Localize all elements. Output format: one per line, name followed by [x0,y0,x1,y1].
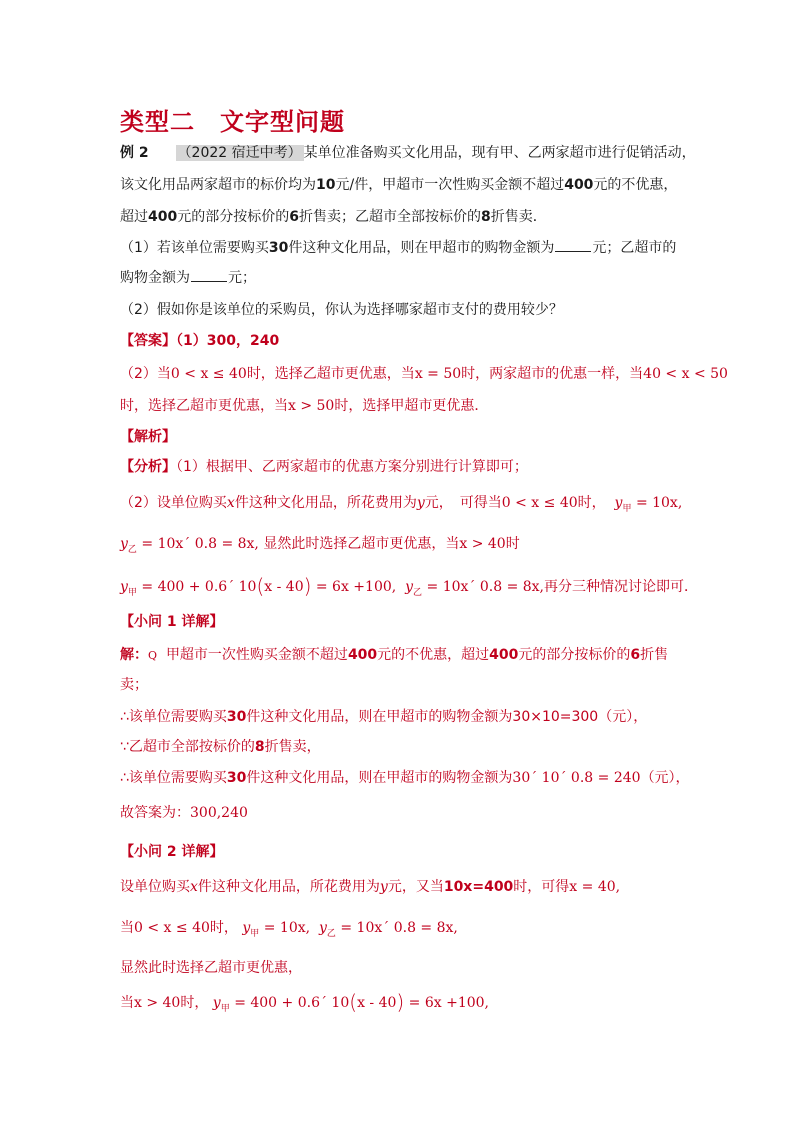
q2-detail-line-3: 显然此时选择乙超市更优惠， [120,960,302,976]
q1-detail-line-2: 卖； [120,677,148,693]
q2-detail-line-2: 当0 < x ≤ 40时， $y_甲 = 10x$, $y_乙$ = 10x´ 0.8 = 8x, [120,920,458,939]
analysis-line-3: $y_乙$ = 10x´ 0.8 = 8x, 显然此时选择乙超市更优惠，当x > 40时 [120,536,520,555]
example-line-3: 超过400元的部分按标价的6折售卖；乙超市全部按标价的8折售卖． [120,209,547,225]
answer-blank [191,268,227,282]
example-line-1: 例 2 （2022 宿迁中考） 某单位准备购买文化用品，现有甲、乙两家超市进行促销活动， [120,145,696,161]
answer-line-2: （2）当0 < x ≤ 40时，选择乙超市更优惠，当x = 50时，两家超市的优惠一样，当40 < x < 50 [120,366,728,382]
q1-detail-line-4: ∵乙超市全部按标价的8折售卖， [120,739,321,755]
example-label: 例 2 [120,145,149,161]
answer-blank [555,238,591,252]
section-title: 类型二 文字型问题 [120,108,345,136]
question-1-line-2: 购物金额为 元； [120,270,256,286]
analysis-line-4: $y_甲 = 400$ + 0.6´ 10(x - 40) = 6x +100, $y_乙$ = 10x´ 0.8 = 8x,再分三种情况讨论即可． [120,574,699,598]
q1-detail-line-6: 故答案为：300,240 [120,805,248,821]
example-source: （2022 宿迁中考） [177,145,302,161]
q2-detail-line-4: 当x > 40时， $y_甲 = 400$ + 0.6´ 10(x - 40) = 6x +100, [120,990,490,1014]
analysis-line-1: 【分析】（1）根据甲、乙两家超市的优惠方案分别进行计算即可； [120,459,528,475]
answer-label: 【答案】 [120,333,176,349]
analysis-label: 【解析】 [120,429,176,445]
q2-detail-label: 【小问 2 详解】 [120,844,224,860]
q2-detail-line-1: 设单位购买x件这种文化用品，所花费用为y元，又当10x=400时，可得x = 40, [120,879,621,895]
answer-line-3: 时，选择乙超市更优惠，当x > 50时，选择甲超市更优惠． [120,398,489,414]
q1-detail-line-1: 解：Q 甲超市一次性购买金额不超过400元的不优惠，超过400元的部分按标价的6折售 [120,647,669,663]
q1-detail-label: 【小问 1 详解】 [120,614,224,630]
question-1-line-1: （1）若该单位需要购买30件这种文化用品，则在甲超市的购物金额为 元；乙超市的 [120,240,677,256]
q1-detail-line-3: ∴该单位需要购买30件这种文化用品，则在甲超市的购物金额为30×10=300（元）， [120,709,648,725]
question-2: （2）假如你是该单位的采购员，你认为选择哪家超市支付的费用较少？ [120,302,563,318]
analysis-line-2: （2）设单位购买x件这种文化用品，所花费用为y元， 可得当0 < x ≤ 40时， $y_甲 = 10x$, [120,495,683,514]
answer-line-1: 【答案】（1）300，240 [120,333,280,349]
q1-detail-line-5: ∴该单位需要购买30件这种文化用品，则在甲超市的购物金额为30´ 10´ 0.8 = 240（元）， [120,770,690,786]
example-line-2: 该文化用品两家超市的标价均为10元/件，甲超市一次性购买金额不超过400元的不优惠， [120,177,678,193]
